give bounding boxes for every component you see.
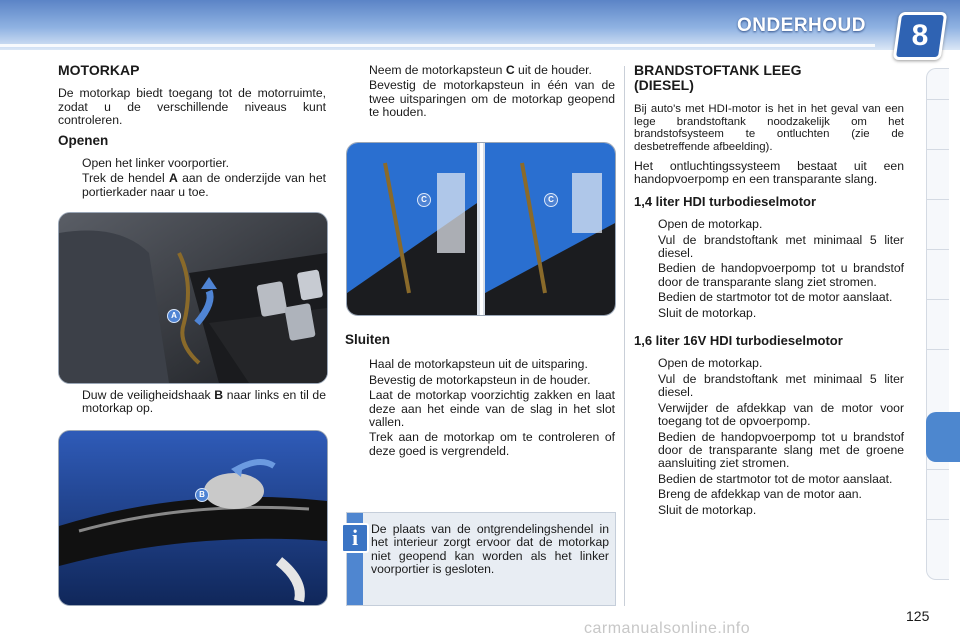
hdi14-steps-list bbox=[634, 218, 904, 320]
step-text: Sluit de motorkap. bbox=[658, 305, 757, 320]
page-number: 125 bbox=[906, 608, 930, 624]
step-text: Breng de afdekkap van de motor aan. bbox=[658, 487, 862, 502]
list-item bbox=[345, 358, 615, 371]
step-text: Vul de brandstoftank met minimaal 5 liter diesel. bbox=[658, 232, 904, 261]
list-item bbox=[634, 504, 904, 517]
list-item bbox=[58, 157, 326, 170]
step-text: Sluit de motorkap. bbox=[658, 502, 757, 517]
side-tab-divider bbox=[927, 149, 949, 150]
step-text: uit de houder. bbox=[514, 63, 592, 77]
info-note-text: De plaats van de ontgrendelingshendel in het interieur zorgt ervoor dat de motorkap niet geopend kan worden als het linker voorportier is gesloten. bbox=[371, 522, 609, 577]
info-icon: i bbox=[341, 523, 369, 553]
chapter-side-tabs bbox=[926, 68, 949, 580]
step-text: Open de motorkap. bbox=[658, 217, 763, 232]
list-item bbox=[634, 357, 904, 370]
side-tab-divider bbox=[927, 249, 949, 250]
list-item bbox=[634, 307, 904, 320]
step-text: Verwijder de afdekkap van de motor voor toegang tot de opvoerpomp. bbox=[658, 400, 904, 429]
list-item bbox=[634, 431, 904, 471]
side-tab-divider bbox=[927, 519, 949, 520]
section-title-diesel: (DIESEL) bbox=[634, 77, 694, 94]
label-c-marker-right: C bbox=[544, 193, 558, 207]
side-tab-divider bbox=[927, 349, 949, 350]
safety-catch-photo bbox=[58, 430, 328, 606]
step-text: Bevestig de motorkapsteun in één van de twee uitsparingen om de motorkap geopend te houden. bbox=[369, 78, 615, 120]
hood-release-lever-photo bbox=[58, 212, 328, 384]
column-divider bbox=[624, 66, 625, 606]
list-item bbox=[634, 291, 904, 304]
step-text: Neem de motorkapsteun bbox=[369, 63, 506, 77]
step-text: naar links en til de motorkap op. bbox=[82, 388, 326, 416]
key-letter: B bbox=[214, 388, 224, 402]
fuel-system-paragraph: Het ontluchtingssysteem bestaat uit een handopvoerpomp en een transparante slang. bbox=[634, 159, 904, 187]
column-motorkap bbox=[58, 64, 326, 201]
list-item bbox=[634, 262, 904, 289]
subheading-openen: Openen bbox=[58, 132, 109, 148]
list-item bbox=[634, 373, 904, 400]
key-letter: C bbox=[505, 63, 515, 77]
step-text: Open het linker voorportier. bbox=[82, 156, 230, 171]
step-text: Vul de brandstoftank met minimaal 5 liter diesel. bbox=[658, 371, 904, 400]
list-item bbox=[345, 374, 615, 387]
chapter-title: ONDERHOUD bbox=[736, 15, 866, 36]
list-item bbox=[634, 488, 904, 501]
safety-catch-illustration bbox=[59, 431, 327, 605]
label-a-marker: A bbox=[167, 309, 181, 323]
column-sluiten bbox=[345, 333, 615, 460]
subheading-14-hdi: 1,4 liter HDI turbodieselmotor bbox=[634, 193, 817, 209]
list-item bbox=[634, 234, 904, 261]
step-text: aan de onderzijde van het portierkader naar u toe. bbox=[82, 171, 326, 199]
lever-illustration bbox=[59, 213, 327, 383]
side-tab-divider bbox=[927, 299, 949, 300]
subheading-sluiten: Sluiten bbox=[345, 332, 391, 347]
subheading-16-hdi: 1,6 liter 16V HDI turbodieselmotor bbox=[634, 333, 843, 349]
list-item bbox=[58, 389, 326, 416]
list-item bbox=[345, 64, 615, 77]
label-c-marker-left: C bbox=[417, 193, 431, 207]
side-tab-divider bbox=[927, 199, 949, 200]
watermark: carmanualsonline.info bbox=[584, 620, 751, 637]
list-item bbox=[345, 389, 615, 429]
support-steps-list bbox=[345, 64, 615, 120]
section-title-motorkap: MOTORKAP bbox=[58, 62, 140, 78]
side-tab-active[interactable] bbox=[926, 412, 960, 462]
step-text: Bedien de handopvoerpomp tot u brandstof door de transparante slang met de groene aansluiting ziet stromen. bbox=[658, 429, 904, 471]
step-text: Open de motorkap. bbox=[658, 356, 763, 371]
list-item bbox=[345, 79, 615, 119]
step-text: Haal de motorkapsteun uit de uitsparing. bbox=[369, 357, 588, 372]
step-text: Bedien de startmotor tot de motor aanslaat. bbox=[658, 471, 893, 486]
list-item bbox=[345, 431, 615, 458]
step-text: Trek de hendel bbox=[82, 171, 169, 186]
step-text: Trek aan de motorkap om te controleren of deze goed is vergrendeld. bbox=[369, 430, 615, 458]
side-tab-divider bbox=[927, 99, 949, 100]
step-text: Laat de motorkap voorzichtig zakken en laat deze aan het einde van de slag in het slot vallen. bbox=[369, 388, 615, 430]
hdi16-steps-list bbox=[634, 357, 904, 516]
intro-paragraph: De motorkap biedt toegang tot de motorruimte, zodat u de verschillende niveaus kunt controleren. bbox=[58, 86, 326, 128]
info-note-box bbox=[346, 512, 616, 606]
key-letter: A bbox=[168, 171, 178, 186]
step-text: Bedien de startmotor tot de motor aanslaat. bbox=[658, 290, 893, 305]
column-motorkap-cont bbox=[58, 389, 326, 418]
label-b-marker: B bbox=[195, 488, 209, 502]
column-support bbox=[345, 64, 615, 122]
step-text: Bedien de handopvoerpomp tot u brandstof door de transparante slang ziet stromen. bbox=[658, 261, 904, 289]
section-title-brandstoftank: BRANDSTOFTANK LEEG bbox=[634, 62, 802, 78]
open-steps-list-cont bbox=[58, 389, 326, 416]
chapter-number-badge bbox=[893, 12, 948, 60]
open-steps-list bbox=[58, 157, 326, 199]
list-item bbox=[58, 172, 326, 199]
fuel-intro-paragraph: Bij auto's met HDI-motor is het in het geval van een lege brandstoftank noodzakelijk om het brandstofsysteem te ontluchten (zie de desbetreffende afbeelding). bbox=[634, 102, 904, 154]
close-steps-list bbox=[345, 358, 615, 458]
list-item bbox=[634, 473, 904, 486]
step-text: Bevestig de motorkapsteun in de houder. bbox=[369, 372, 591, 387]
hood-support-illustration bbox=[347, 143, 615, 315]
chapter-number: 8 bbox=[911, 19, 929, 52]
step-text: Duw de veiligheidshaak bbox=[82, 388, 215, 402]
list-item bbox=[634, 218, 904, 231]
list-item bbox=[634, 402, 904, 429]
header-divider-line bbox=[0, 44, 875, 47]
column-brandstoftank bbox=[634, 64, 904, 519]
hood-support-photo bbox=[346, 142, 616, 316]
side-tab-divider bbox=[927, 469, 949, 470]
